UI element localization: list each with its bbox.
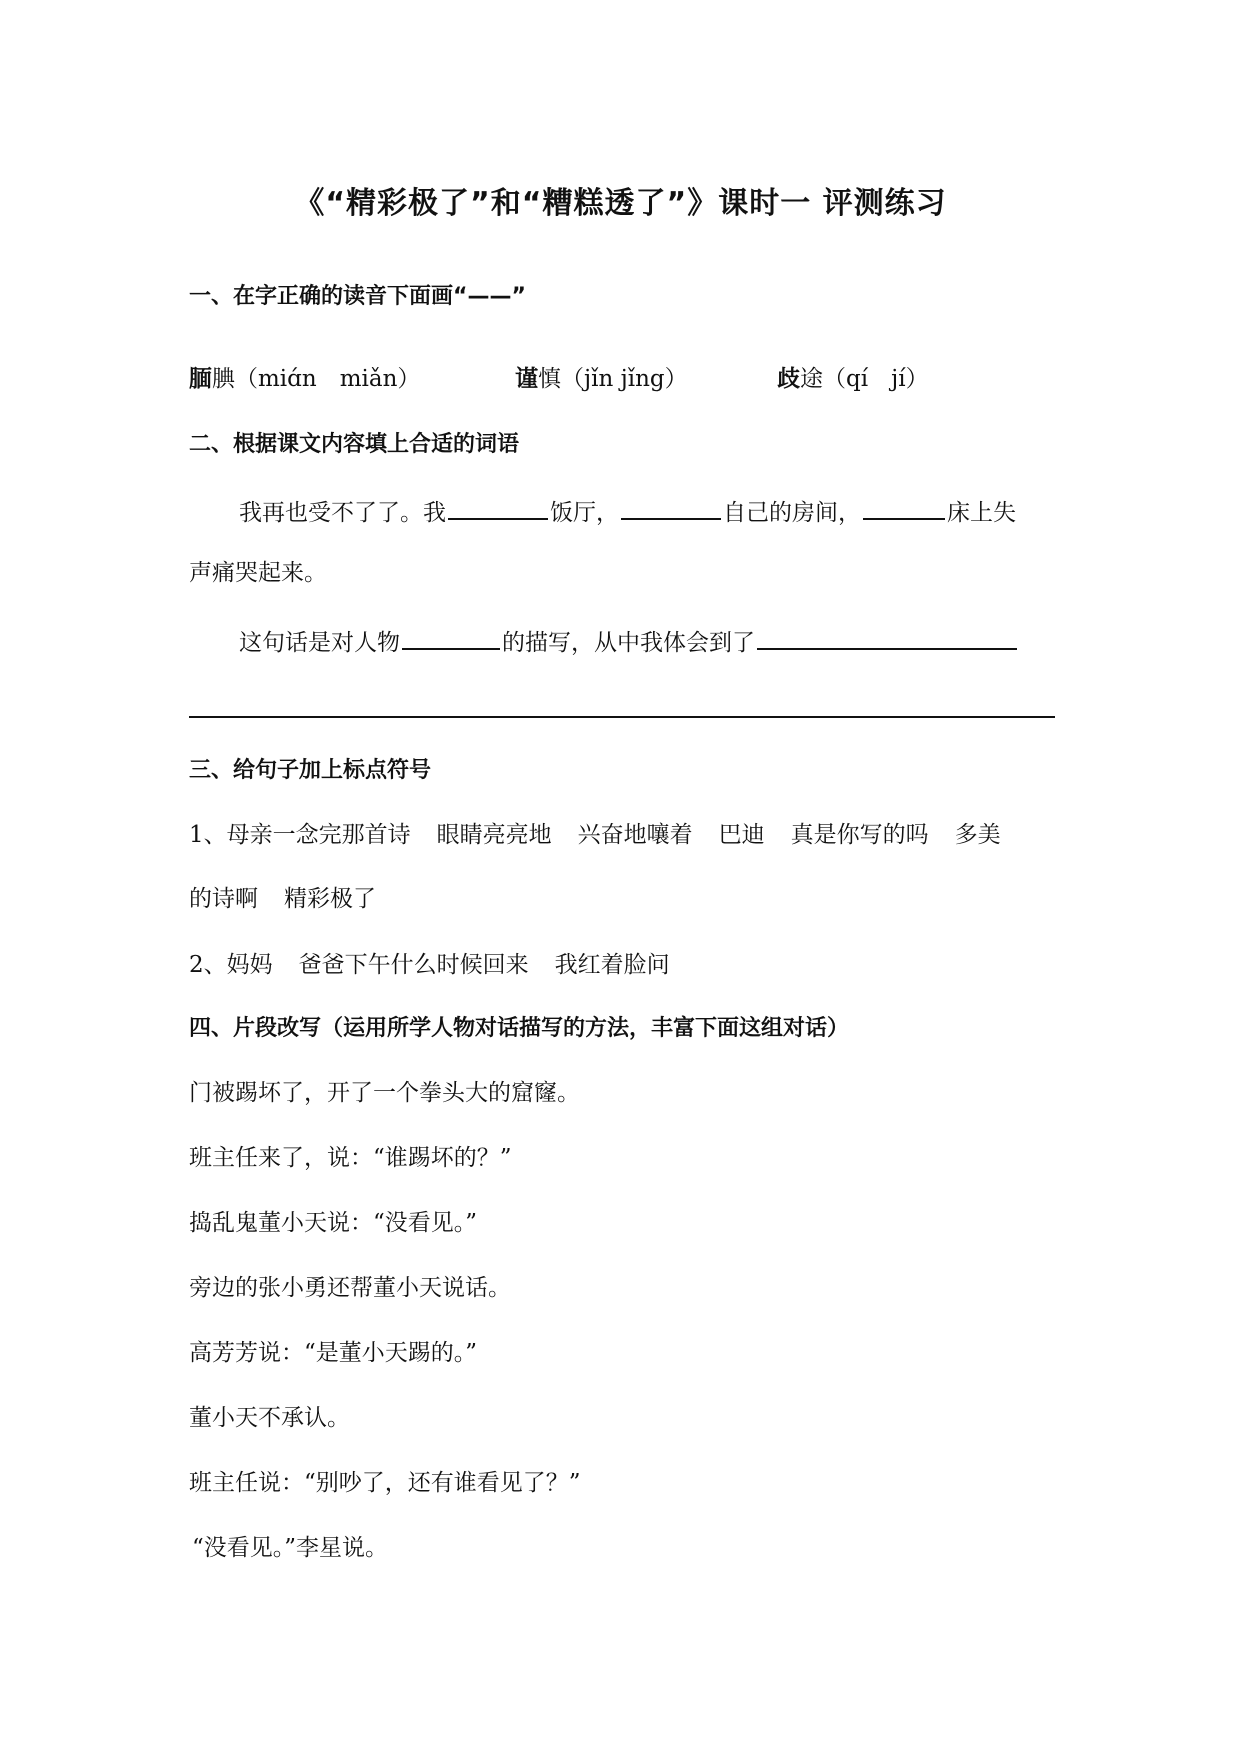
punctuation-sentence-2 [189,950,670,980]
dialogue-line: 高芳芳说：“是董小天踢的。” [189,1340,478,1366]
dialogue-line: 董小天不承认。 [189,1405,350,1431]
sentence-text: 我再也受不了了。我 [239,500,446,526]
dialogue-line: 捣乱鬼董小天说：“没看见。” [189,1210,478,1236]
answer-blank[interactable] [863,494,945,520]
sentence-text: 床上失 [947,500,1016,526]
dialogue-line: 班主任说：“别吵了，还有谁看见了？” [189,1470,581,1496]
dialogue-line: 班主任来了，说：“谁踢坏的？” [189,1145,512,1171]
section1-heading: 一、在字正确的读音下面画“——” [189,284,526,309]
fill-sentence-line-1 [239,494,1016,528]
page-title: 《“精彩极了”和“糟糕透了”》课时一 评测练习 [294,186,947,221]
sentence-fragment: 爸爸下午什么时候回来 [298,952,529,978]
pinyin-item-2 [515,364,688,394]
pinyin-item-3 [777,364,929,394]
sentence-fragment: 的诗啊 [189,886,258,912]
sentence-fragment: 多美 [954,822,1001,848]
dialogue-line: 门被踢坏了，开了一个拳头大的窟窿。 [189,1080,580,1106]
sentence-fragment: 1、母亲一念完那首诗 [189,822,411,848]
pinyin-item-text: 腆（miɑ́n miǎn） [212,366,421,392]
sentence-fragment: 精彩极了 [284,886,376,912]
section2-heading: 二、根据课文内容填上合适的词语 [189,432,520,457]
sentence-fragment: 真是你写的吗 [790,822,929,848]
answer-blank[interactable] [402,624,500,650]
answer-line[interactable] [189,716,1055,718]
pinyin-item-1 [189,364,420,394]
answer-blank[interactable] [448,494,548,520]
dialogue-line: 旁边的张小勇还帮董小天说话。 [189,1275,511,1301]
section4-heading: 四、片段改写（运用所学人物对话描写的方法，丰富下面这组对话） [189,1016,850,1041]
punctuation-sentence-1 [189,820,1001,850]
answer-blank[interactable] [757,624,1017,650]
pinyin-item-bold-char: 歧 [777,366,800,392]
pinyin-item-text: 慎（jǐn jǐng） [538,366,688,392]
sentence-text: 的描写，从中我体会到了 [502,630,755,656]
fill-sentence-line-3 [239,624,1019,658]
sentence-text: 自己的房间， [723,500,861,526]
dialogue-line: “没看见。”李星说。 [192,1535,389,1561]
sentence-text: 饭厅， [550,500,619,526]
pinyin-item-bold-char: 谨 [515,366,538,392]
sentence-fragment: 兴奋地嚷着 [577,822,693,848]
fill-sentence-line-2: 声痛哭起来。 [189,560,327,586]
punctuation-sentence-1-cont [189,884,376,914]
section3-heading: 三、给句子加上标点符号 [189,758,432,783]
answer-blank[interactable] [621,494,721,520]
sentence-text: 这句话是对人物 [239,630,400,656]
sentence-fragment: 我红着脸问 [554,952,670,978]
pinyin-item-text: 途（qí jí） [800,366,929,392]
sentence-fragment: 眼睛亮亮地 [436,822,552,848]
sentence-fragment: 巴迪 [718,822,765,848]
pinyin-item-bold-char: 腼 [189,366,212,392]
sentence-fragment: 2、妈妈 [189,952,273,978]
